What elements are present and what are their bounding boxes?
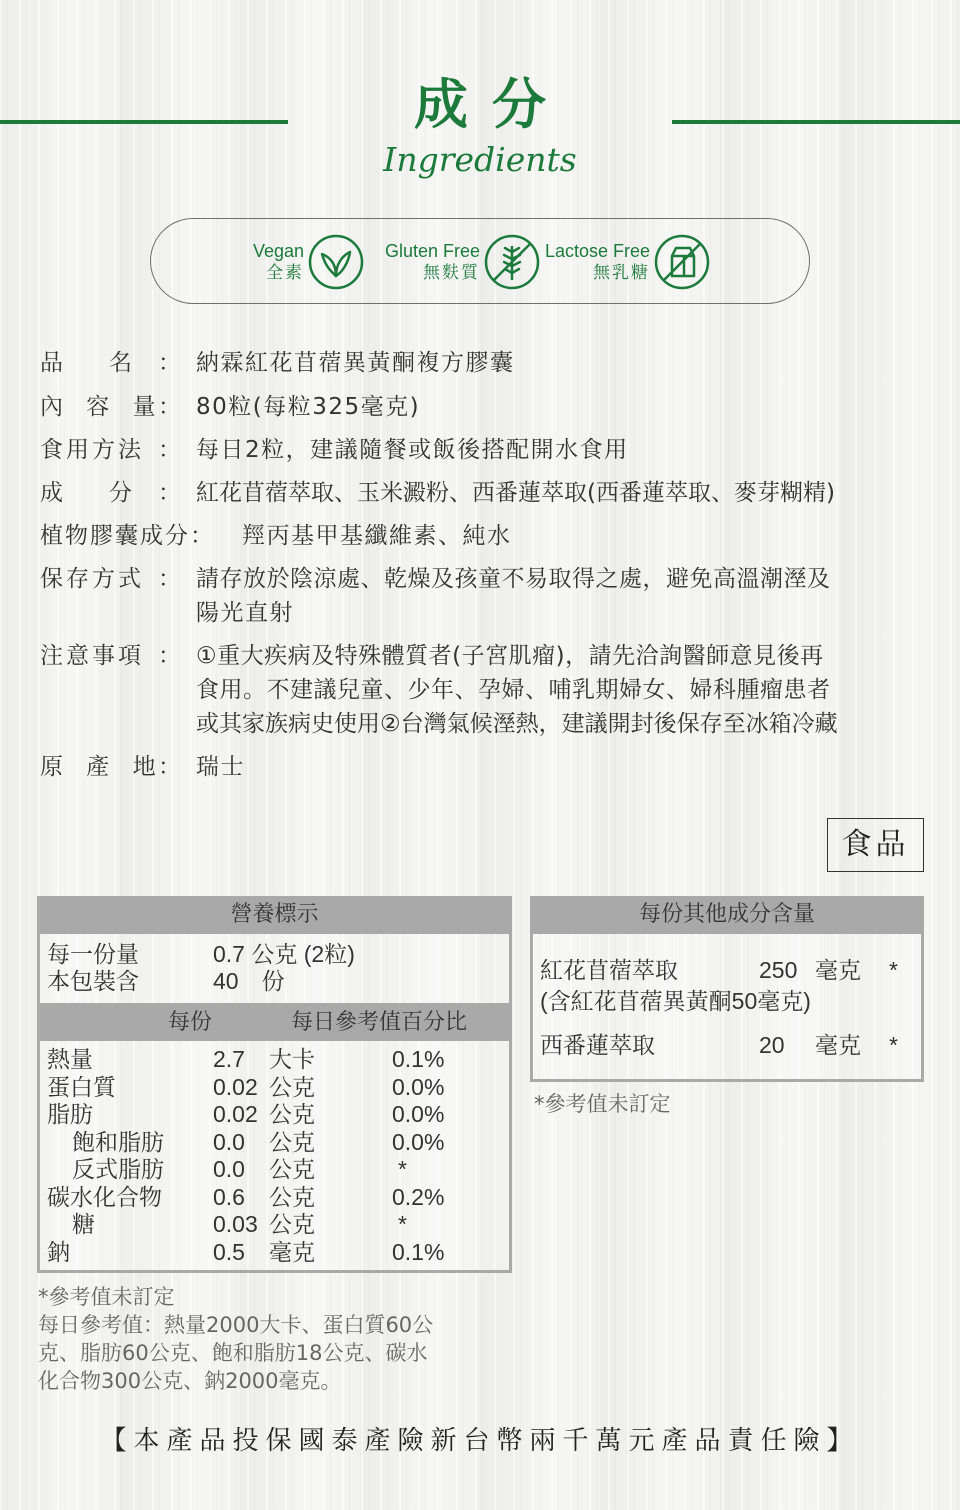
- nutrient-name: 飽和脂肪: [72, 1129, 164, 1155]
- value-content: 80粒(每粒325毫克): [196, 394, 421, 420]
- col-daily-value: 每日參考值百分比: [291, 1009, 468, 1034]
- ingredient-mark: *: [889, 1032, 898, 1058]
- nutrient-unit: 公克: [269, 1184, 315, 1210]
- nutrient-unit: 公克: [269, 1101, 315, 1127]
- nutrition-note: 化合物300公克、鈉2000毫克。: [38, 1369, 342, 1393]
- serving-value: 0.7 公克 (2粒): [213, 941, 355, 967]
- pack-label: 本包裝含: [47, 968, 139, 994]
- value-caution-line3: 或其家族病史使用②台灣氣候溼熱，建議開封後保存至冰箱冷藏: [196, 711, 838, 737]
- colon: ：: [158, 643, 181, 669]
- label-usage: 食用方法: [40, 437, 144, 463]
- nutrient-dv: 0.0%: [392, 1074, 445, 1100]
- nutrient-dv: 0.0%: [392, 1101, 445, 1127]
- nutrient-dv: 0.0%: [392, 1129, 445, 1155]
- col-per-serving: 每份: [168, 1009, 213, 1034]
- nutrient-name: 碳水化合物: [47, 1184, 162, 1210]
- value-usage: 每日2粒，建議隨餐或飯後搭配開水食用: [196, 437, 629, 463]
- colon: ：: [158, 394, 181, 420]
- nutrient-amount: 0.03: [213, 1211, 258, 1237]
- nutrient-name: 脂肪: [47, 1101, 93, 1127]
- other-ingredients-title: 每份其他成分含量: [530, 896, 924, 934]
- nutrition-note: *參考值未訂定: [38, 1285, 175, 1309]
- ingredient-amount: 250: [759, 957, 798, 983]
- label-origin: 原 產 地: [40, 754, 164, 780]
- label-caution: 注意事項: [40, 643, 144, 669]
- nutrient-amount: 0.02: [213, 1074, 258, 1100]
- nutrient-unit: 公克: [269, 1074, 315, 1100]
- nutrient-dv: 0.1%: [392, 1046, 445, 1072]
- value-caution-line1: ①重大疾病及特殊體質者(子宮肌瘤)，請先洽詢醫師意見後再: [196, 643, 824, 669]
- ingredient-amount: 20: [759, 1032, 785, 1058]
- nutrient-dv: *: [398, 1156, 407, 1182]
- nutrient-unit: 毫克: [269, 1239, 315, 1265]
- colon: ：: [158, 437, 181, 463]
- nutrient-amount: 0.5: [213, 1239, 245, 1265]
- value-storage-line1: 請存放於陰涼處、乾燥及孩童不易取得之處，避免高溫潮溼及: [196, 566, 831, 592]
- nutrient-amount: 0.0: [213, 1156, 245, 1182]
- nutrient-name: 蛋白質: [47, 1074, 116, 1100]
- badge-lactose-text: Lactose Free 無乳糖: [544, 241, 650, 282]
- food-category-label: 食品: [827, 818, 924, 872]
- nutrition-note: 克、脂肪60公克、飽和脂肪18公克、碳水: [38, 1341, 428, 1365]
- other-note: *參考值未訂定: [534, 1092, 671, 1116]
- page-subtitle: Ingredients: [383, 140, 577, 179]
- badge-gluten-text: Gluten Free 無麩質: [384, 241, 480, 282]
- page-title: 成分: [414, 72, 570, 136]
- colon: ：: [158, 480, 181, 506]
- nutrient-unit: 公克: [269, 1211, 315, 1237]
- colon: ：: [158, 754, 181, 780]
- serving-label: 每一份量: [47, 941, 139, 967]
- nutrient-amount: 0.0: [213, 1129, 245, 1155]
- milk-carton-icon: [654, 234, 710, 290]
- colon: ：: [158, 566, 181, 592]
- nutrient-dv: *: [398, 1211, 407, 1237]
- nutrient-amount: 2.7: [213, 1046, 245, 1072]
- ingredient-name: 西番蓮萃取: [540, 1032, 655, 1058]
- nutrient-amount: 0.6: [213, 1184, 245, 1210]
- nutrient-unit: 大卡: [269, 1046, 315, 1072]
- nutrient-dv: 0.1%: [392, 1239, 445, 1265]
- nutrient-name: 糖: [72, 1211, 95, 1237]
- value-origin: 瑞士: [196, 754, 245, 780]
- nutrition-title: 營養標示: [37, 896, 512, 934]
- label-ingredients: 成 分: [40, 480, 132, 506]
- nutrient-name: 熱量: [47, 1046, 93, 1072]
- ingredient-mark: *: [889, 957, 898, 983]
- leaf-icon: [308, 234, 364, 290]
- value-product-name: 納霖紅花苜蓿異黃酮複方膠囊: [196, 350, 515, 376]
- value-storage-line2: 陽光直射: [196, 600, 294, 626]
- badge-vegan-text: Vegan 全素: [252, 241, 304, 282]
- ingredient-unit: 毫克: [815, 957, 861, 983]
- value-caution-line2: 食用。不建議兒童、少年、孕婦、哺乳期婦女、婦科腫瘤患者: [196, 677, 831, 703]
- nutrient-dv: 0.2%: [392, 1184, 445, 1210]
- nutrient-name: 鈉: [47, 1239, 70, 1265]
- nutrient-name: 反式脂肪: [72, 1156, 164, 1182]
- label-storage: 保存方式: [40, 566, 144, 592]
- colon: ：: [158, 350, 181, 376]
- nutrient-amount: 0.02: [213, 1101, 258, 1127]
- ingredient-unit: 毫克: [815, 1032, 861, 1058]
- insurance-notice: 【本產品投保國泰產險新台幣兩千萬元產品責任險】: [100, 1426, 860, 1456]
- ingredient-name: 紅花苜蓿萃取: [540, 957, 678, 983]
- label-capsule: 植物膠囊成分：: [40, 523, 215, 549]
- label-product-name: 品 名: [40, 350, 132, 376]
- label-content: 內 容 量: [40, 394, 164, 420]
- nutrition-note: 每日參考值：熱量2000大卡、蛋白質60公: [38, 1313, 434, 1337]
- value-ingredients: 紅花苜蓿萃取、玉米澱粉、西番蓮萃取(西番蓮萃取、麥芽糊精): [196, 480, 835, 506]
- nutrient-unit: 公克: [269, 1156, 315, 1182]
- pack-value: 40 份: [213, 968, 285, 994]
- ingredient-sub: (含紅花苜蓿異黃酮50毫克): [540, 988, 811, 1014]
- wheat-crossed-icon: [484, 234, 540, 290]
- value-capsule: 羥丙基甲基纖維素、純水: [242, 523, 512, 549]
- nutrient-unit: 公克: [269, 1129, 315, 1155]
